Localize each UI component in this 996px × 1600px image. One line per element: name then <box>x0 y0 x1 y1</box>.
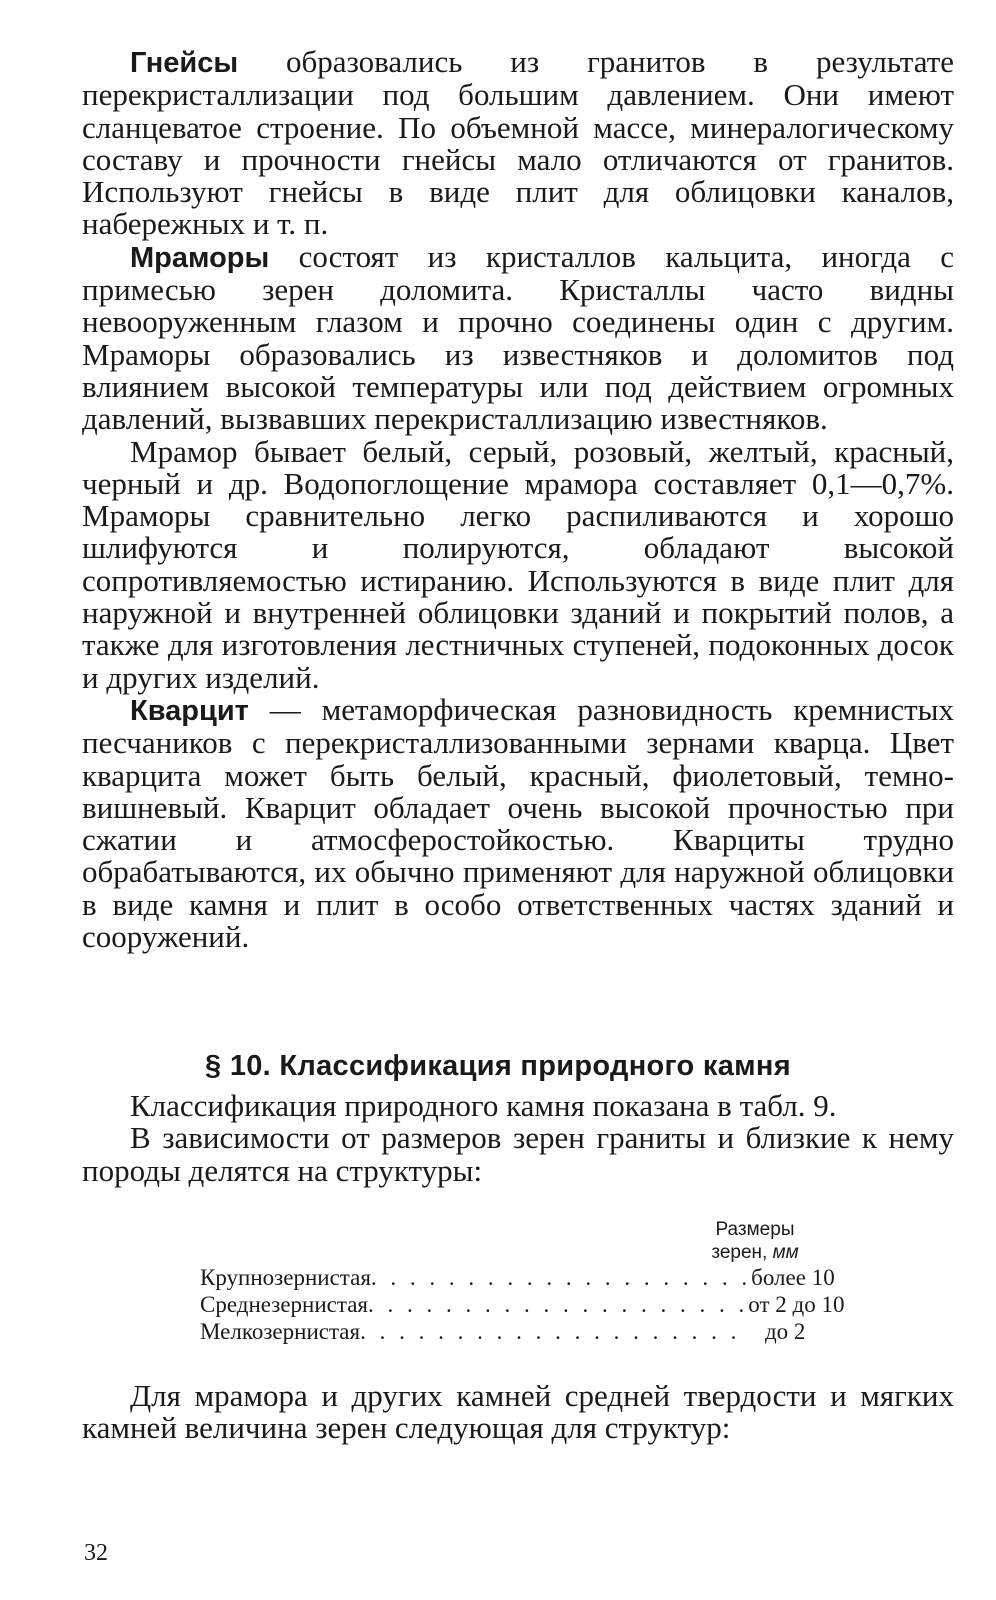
text-block-upper <box>82 46 954 953</box>
paragraph-text: состоят из кристаллов кальцита, иногда с примесью зерен доломита. Кристаллы часто видны невооруженным глазом и прочно соединены один с другим. Мраморы образовались из известняков и доломитов под влиянием высокой температуры или под действием огромных давлений, вызвавших перекристаллизацию известняков. <box>82 238 954 437</box>
row-name: Среднезернистая <box>200 1292 368 1317</box>
paragraph-text: образовались из гранитов в результате перекристаллизации под большим давлением. Они имеют сланцеватое строение. По объемной массе, минералогическому составу и прочности гнейсы мало отличаются от гранитов. Используют гнейсы в виде плит для облицовки каналов, набережных и т. п. <box>82 44 954 242</box>
row-name: Крупнозернистая <box>200 1265 371 1290</box>
row-name: Мелкозернистая <box>200 1319 361 1344</box>
term-marble: Мраморы <box>130 241 270 274</box>
table-header-unit: мм <box>772 1242 799 1263</box>
row-value: от 2 до 10 <box>748 1292 845 1317</box>
leader-dots: . . . . . . . . . . . . . . . . . . . . <box>360 1319 741 1344</box>
table-row <box>200 1319 830 1347</box>
table-header <box>690 1218 820 1264</box>
page-number: 32 <box>84 1540 108 1566</box>
term-quartzite: Кварцит <box>130 694 249 727</box>
table-header-line1: Размеры <box>715 1219 795 1240</box>
leader-dots: . . . . . . . . . . . . . . . . . . . . <box>370 1265 752 1290</box>
paragraph-text: — метаморфическая разновидность кремнистых песчаников с перекристаллизованными зернами кварца. Цвет кварцита может быть белый, красный, фиолетовый, темно-вишневый. Кварцит обладает очень высокой прочностью при сжатии и атмосферостойкостью. Кварциты трудно обрабатываются, их обычно применяют для наружной облицовки в виде камня и плит в особо ответственных частях зданий и сооружений. <box>82 691 954 955</box>
table-header-line2: зерен, <box>711 1242 768 1263</box>
paragraph-marble <box>82 238 954 437</box>
table-row <box>200 1265 835 1293</box>
paragraph-quartzite <box>82 691 954 955</box>
paragraph-text: Мрамор бывает белый, серый, розовый, желтый, красный, черный и др. Водопоглощение мрамора составляет 0,1—0,7%. Мраморы сравнительно легко распиливаются и хорошо шлифуются и полируются, обладают высокой сопротивляемостью истиранию. Используются в виде плит для наружной и внутренней облицовки зданий и покрытий полов, а также для изготовления лестничных ступеней, подоконных досок и других изделий. <box>82 433 954 695</box>
row-value: более 10 <box>751 1265 835 1290</box>
paragraph-gneiss <box>82 46 954 241</box>
row-value: до 2 <box>764 1319 806 1344</box>
paragraph-marble-grain: Для мрамора и других камней средней твердости и мягких камней величина зерен следующая для структур: <box>82 1378 954 1446</box>
text-block-lower <box>82 1380 954 1445</box>
leader-dots: . . . . . . . . . . . . . . . . . . . . <box>368 1292 749 1317</box>
paragraph-classification: Классификация природного камня показана в табл. 9. <box>130 1088 837 1123</box>
section-heading: § 10. Классификация природного камня <box>205 1050 791 1082</box>
term-gneiss: Гнейсы <box>130 47 239 79</box>
paragraph-marble-colors <box>82 433 954 695</box>
paragraph-structures: В зависимости от размеров зерен граниты и близкие к нему породы делятся на структуры: <box>82 1120 954 1188</box>
text-block-classification <box>82 1090 954 1187</box>
table-row <box>200 1292 845 1320</box>
